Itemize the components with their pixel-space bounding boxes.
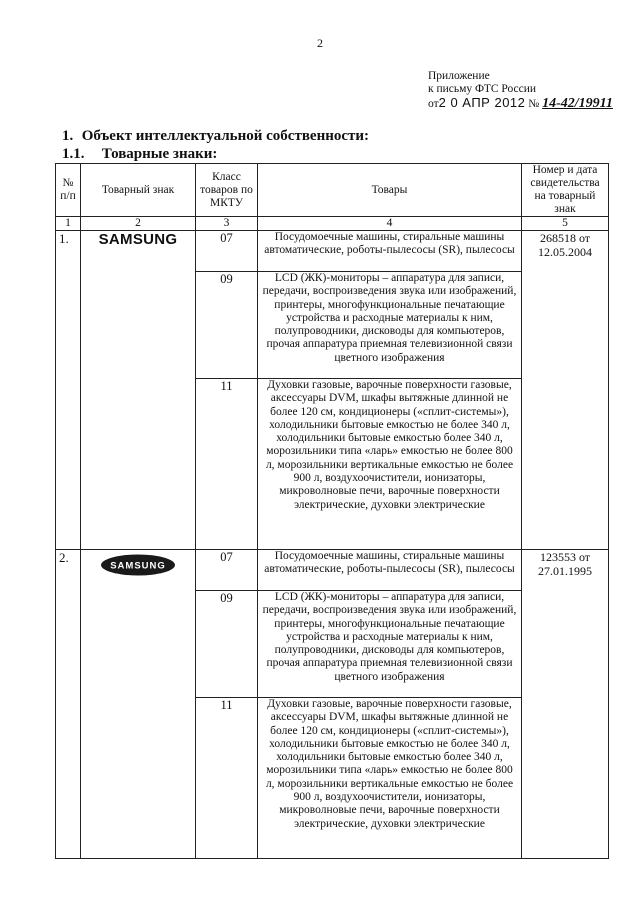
header-np: № п/п: [56, 164, 81, 217]
table-row: [56, 231, 609, 272]
section-title: Объект интеллектуальной собственности:: [81, 128, 370, 144]
certificate-cell: 123553 от 27.01.1995: [522, 550, 609, 859]
header-trademark: Товарный знак: [81, 164, 196, 217]
column-number: 3: [196, 217, 258, 231]
appendix-title: Приложение: [428, 70, 490, 82]
table-header-row: [56, 164, 609, 217]
class-cell: 09: [196, 272, 258, 379]
class-cell: 07: [196, 550, 258, 591]
subsection-number: 1.1.: [62, 146, 85, 162]
header-class: Класс товаров по МКТУ: [196, 164, 258, 217]
subsection-title: Товарные знаки:: [101, 146, 218, 162]
table-row: [56, 550, 609, 591]
appendix-date-line: [428, 96, 613, 111]
certificate-cell: 268518 от 12.05.2004: [522, 231, 609, 550]
section-heading: [62, 128, 369, 145]
trademark-cell: [81, 231, 196, 550]
handwritten-number: 14-42/19911: [542, 96, 613, 111]
appendix-letter-ref: к письму ФТС России: [428, 83, 537, 95]
column-number: 4: [258, 217, 522, 231]
goods-cell: LCD (ЖК)-мониторы – аппаратура для записи, передачи, воспроизведения звука или изображений, принтеры, многофункциональные печатающие устройства и расходные материалы к ним, полупроводники, дисководы для компьютеров, прочая аппаратура приемная телевизионной связи цветного изображения: [258, 591, 522, 698]
appendix-block: [428, 70, 613, 111]
goods-cell: Духовки газовые, варочные поверхности газовые, аксессуары DVM, шкафы вытяжные длинной не более 120 см, кондиционеры («сплит-системы»), холодильники бытовые емкостью не более 340 л, холодильники бытовые емкостью более 340 л, морозильники типа «ларь» емкостью не более 800 л, морозильники вертикальные емкостью не более 900 л, воздухоочистители, ионизаторы, микроволновые печи, варочные поверхности электрические, духовки электрические: [258, 698, 522, 859]
section-number: 1.: [62, 128, 74, 144]
trademark-wordmark: SAMSUNG: [98, 231, 178, 248]
column-number: 5: [522, 217, 609, 231]
column-number: 2: [81, 217, 196, 231]
row-number: 2.: [56, 550, 81, 859]
stamped-date: 2 0 АПР 2012: [438, 95, 526, 110]
goods-cell: Посудомоечные машины, стиральные машины автоматические, роботы-пылесосы (SR), пылесосы: [258, 550, 522, 591]
class-cell: 11: [196, 379, 258, 550]
class-cell: 09: [196, 591, 258, 698]
goods-cell: Духовки газовые, варочные поверхности газовые, аксессуары DVM, шкафы вытяжные длинной не более 120 см, кондиционеры («сплит-системы»), холодильники бытовые емкостью не более 340 л, холодильники бытовые емкостью более 340 л, морозильники типа «ларь» емкостью не более 800 л, морозильники вертикальные емкостью не более 900 л, воздухоочистители, ионизаторы, микроволновые печи, варочные поверхности электрические, духовки электрические: [258, 379, 522, 550]
logo-lettering: SAMSUNG: [110, 560, 166, 572]
goods-cell: LCD (ЖК)-мониторы – аппаратура для записи, передачи, воспроизведения звука или изображений, принтеры, многофункциональные печатающие устройства и расходные материалы к ним, полупроводники, дисководы для компьютеров, прочая аппаратура приемная телевизионной связи цветного изображения: [258, 272, 522, 379]
trademark-cell: [81, 550, 196, 859]
class-cell: 11: [196, 698, 258, 859]
page-number: 2: [317, 36, 323, 50]
subsection-heading: [62, 146, 217, 163]
number-prefix: №: [528, 98, 540, 110]
column-number: 1: [56, 217, 81, 231]
header-cert: Номер и дата свидетельства на товарный знак: [522, 164, 609, 217]
header-goods: Товары: [258, 164, 522, 217]
trademarks-table: [55, 163, 609, 859]
samsung-oval-logo-icon: [100, 554, 176, 576]
column-number-row: [56, 217, 609, 231]
date-prefix: от: [428, 98, 439, 110]
goods-cell: Посудомоечные машины, стиральные машины автоматические, роботы-пылесосы (SR), пылесосы: [258, 231, 522, 272]
class-cell: 07: [196, 231, 258, 272]
row-number: 1.: [56, 231, 81, 550]
